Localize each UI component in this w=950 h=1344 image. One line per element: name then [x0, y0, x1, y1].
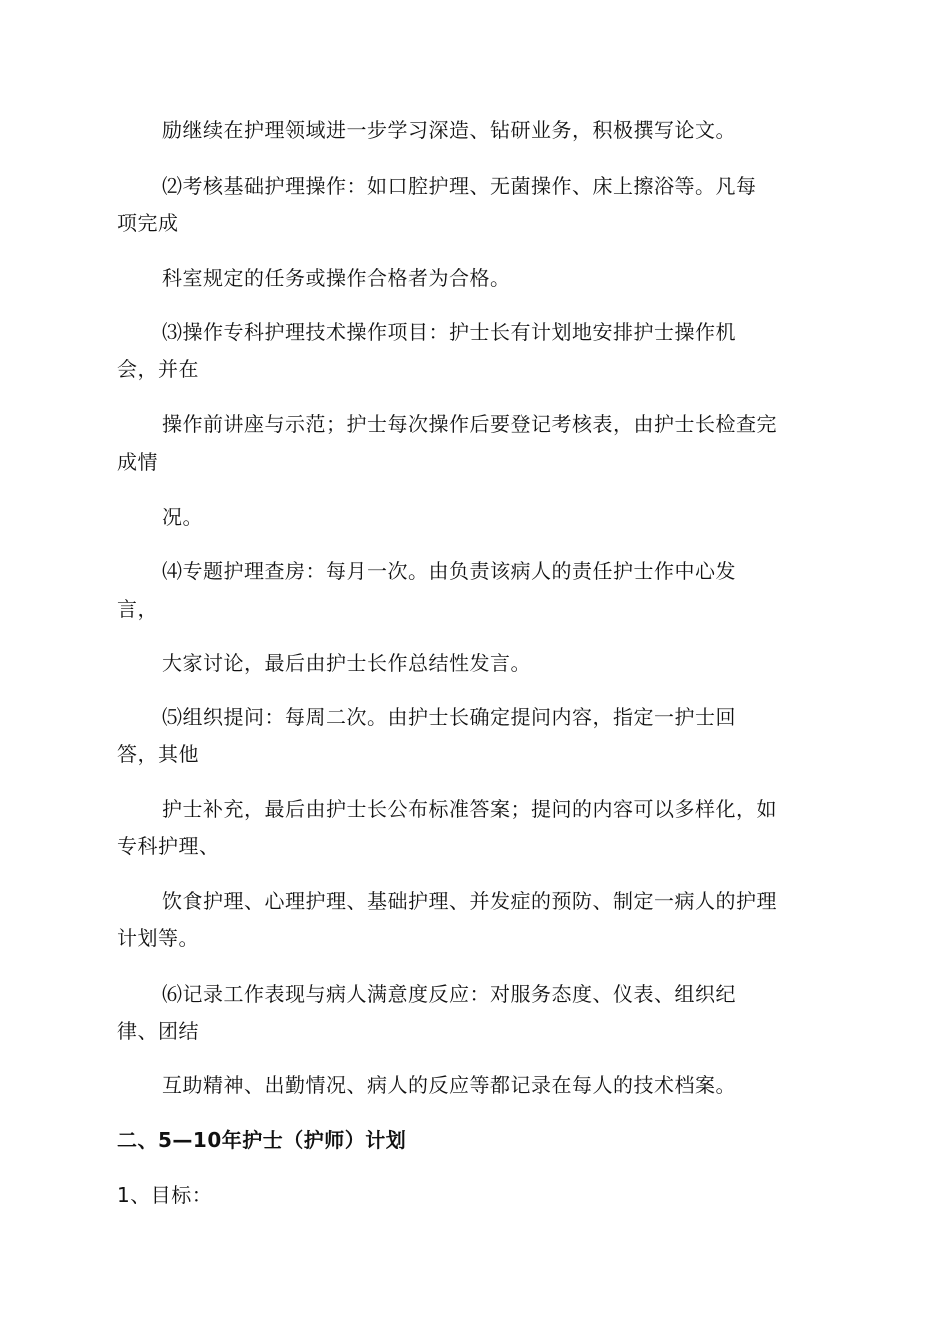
subheading: 1、目标： [117, 1183, 213, 1207]
paragraph-line: 励继续在护理领域进一步学习深造、钻研业务，积极撰写论文。 [162, 118, 736, 142]
paragraph-line: 律、团结 [117, 1019, 199, 1043]
paragraph-line: 会，并在 [117, 357, 199, 381]
paragraph-line: 况。 [162, 505, 203, 529]
paragraph-line: 言， [117, 597, 158, 621]
paragraph-line: 项完成 [117, 211, 179, 235]
paragraph-line: 专科护理、 [117, 834, 220, 858]
paragraph-line: 计划等。 [117, 926, 199, 950]
paragraph-line: 饮食护理、心理护理、基础护理、并发症的预防、制定一病人的护理 [162, 889, 777, 913]
paragraph-line: 科室规定的任务或操作合格者为合格。 [162, 266, 511, 290]
paragraph-line: 大家讨论，最后由护士长作总结性发言。 [162, 651, 531, 675]
paragraph-line: 护士补充，最后由护士长公布标准答案；提问的内容可以多样化，如 [162, 797, 777, 821]
paragraph-line: 互助精神、出勤情况、病人的反应等都记录在每人的技术档案。 [162, 1073, 736, 1097]
paragraph-line: ⑷专题护理查房：每月一次。由负责该病人的责任护士作中心发 [162, 559, 736, 583]
paragraph-line: 答，其他 [117, 742, 199, 766]
paragraph-line: ⑹记录工作表现与病人满意度反应：对服务态度、仪表、组织纪 [162, 982, 736, 1006]
section-heading: 二、5—10年护士（护师）计划 [117, 1128, 407, 1152]
paragraph-line: ⑵考核基础护理操作：如口腔护理、无菌操作、床上擦浴等。凡每 [162, 174, 757, 198]
paragraph-line: ⑶操作专科护理技术操作项目：护士长有计划地安排护士操作机 [162, 320, 736, 344]
paragraph-line: ⑸组织提问：每周二次。由护士长确定提问内容，指定一护士回 [162, 705, 736, 729]
paragraph-line: 操作前讲座与示范；护士每次操作后要登记考核表，由护士长检查完 [162, 412, 777, 436]
paragraph-line: 成情 [117, 450, 158, 474]
